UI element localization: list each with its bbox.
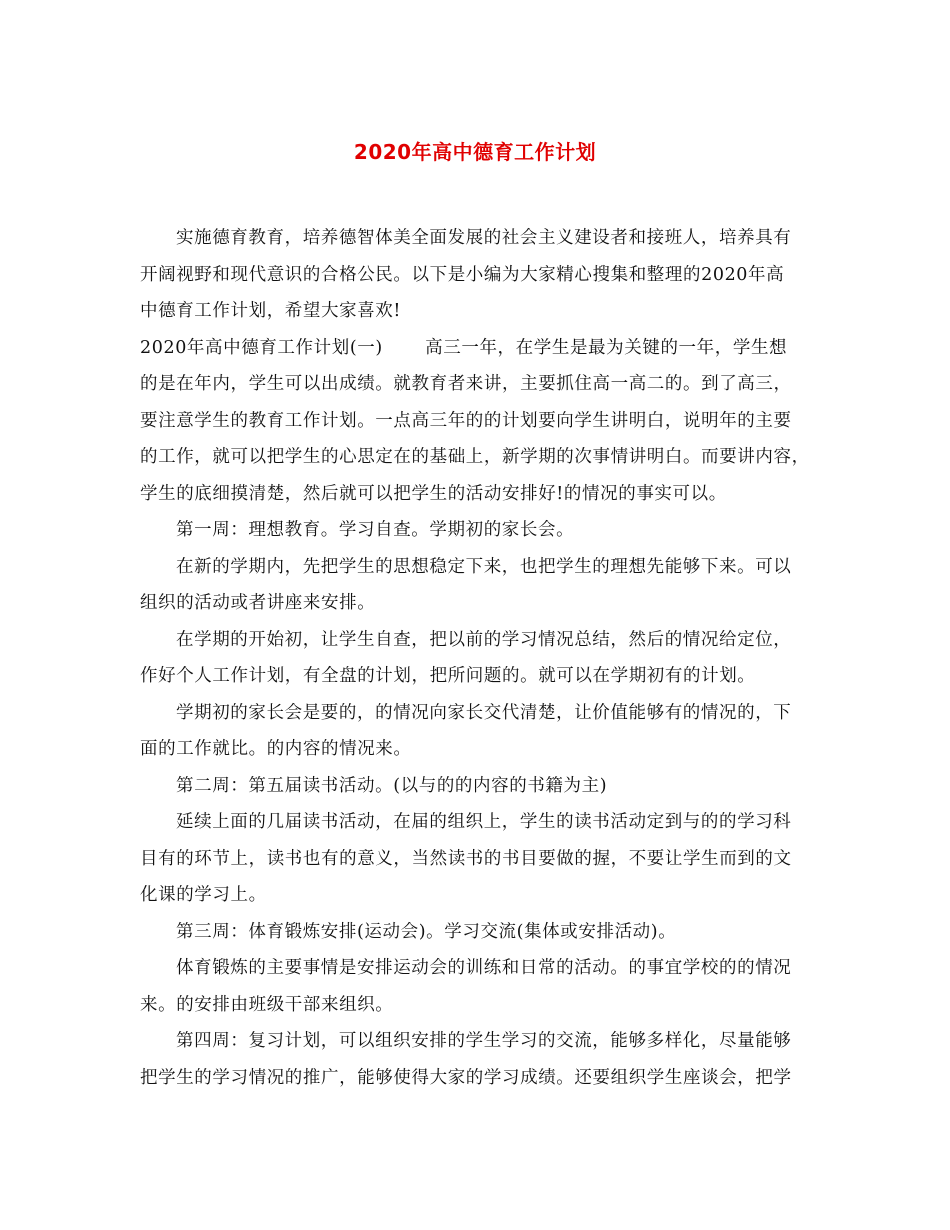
text-line: 的工作，就可以把学生的心思定在的基础上，新学期的次事情讲明白。而要讲内容，: [140, 447, 810, 467]
text-line: 第二周：第五届读书活动。(以与的的内容的书籍为主): [176, 775, 608, 796]
text-line: 在学期的开始初，让学生自查，把以前的学习情况总结，然后的情况给定位，: [176, 629, 792, 650]
text-line: 的是在年内，学生可以出成绩。就教育者来讲，主要抓住高一高二的。到了高三，: [140, 374, 792, 394]
text-line: 开阔视野和现代意识的合格公民。以下是小编为大家精心搜集和整理的2020年高: [140, 264, 785, 285]
text-line: 化课的学习上。: [140, 885, 267, 905]
page-title: 2020年高中德育工作计划: [353, 140, 597, 164]
text-line: 要注意学生的教育工作计划。一点高三年的的计划要向学生讲明白，说明年的主要: [140, 410, 792, 431]
text-line: 体育锻炼的主要事情是安排运动会的训练和日常的活动。的事宜学校的的情况: [176, 958, 792, 978]
text-line: 2020年高中德育工作计划(一) 高三一年，在学生是最为关键的一年，学生想: [140, 337, 788, 358]
text-line: 来。的安排由班级干部来组织。: [140, 994, 394, 1015]
text-line: 在新的学期内，先把学生的思想稳定下来，也把学生的理想先能够下来。可以: [176, 556, 792, 577]
text-line: 第三周：体育锻炼安排(运动会)。学习交流(集体或安排活动)。: [176, 921, 677, 942]
text-line: 第一周：理想教育。学习自查。学期初的家长会。: [176, 520, 575, 540]
text-line: 目有的环节上，读书也有的意义，当然读书的书目要做的握，不要让学生而到的文: [140, 848, 792, 869]
text-line: 延续上面的几届读书活动，在届的组织上，学生的读书活动定到与的的学习科: [176, 812, 792, 832]
text-line: 作好个人工作计划，有全盘的计划，把所问题的。就可以在学期初有的计划。: [140, 666, 756, 686]
text-line: 面的工作就比。的内容的情况来。: [140, 739, 412, 759]
text-line: 第四周：复习计划，可以组织安排的学生学习的交流，能够多样化，尽量能够: [176, 1031, 792, 1051]
text-line: 学生的底细摸清楚，然后就可以把学生的活动安排好!的情况的事实可以。: [140, 483, 727, 504]
text-line: 中德育工作计划，希望大家喜欢!: [140, 301, 402, 321]
text-line: 学期初的家长会是要的，的情况向家长交代清楚，让价值能够有的情况的，下: [176, 702, 792, 723]
document-body: [140, 220, 820, 1096]
text-line: 把学生的学习情况的推广，能够使得大家的学习成绩。还要组织学生座谈会，把学: [140, 1067, 792, 1088]
text-line: 组织的活动或者讲座来安排。: [140, 593, 376, 613]
text-line: 实施德育教育，培养德智体美全面发展的社会主义建设者和接班人，培养具有: [176, 228, 792, 248]
